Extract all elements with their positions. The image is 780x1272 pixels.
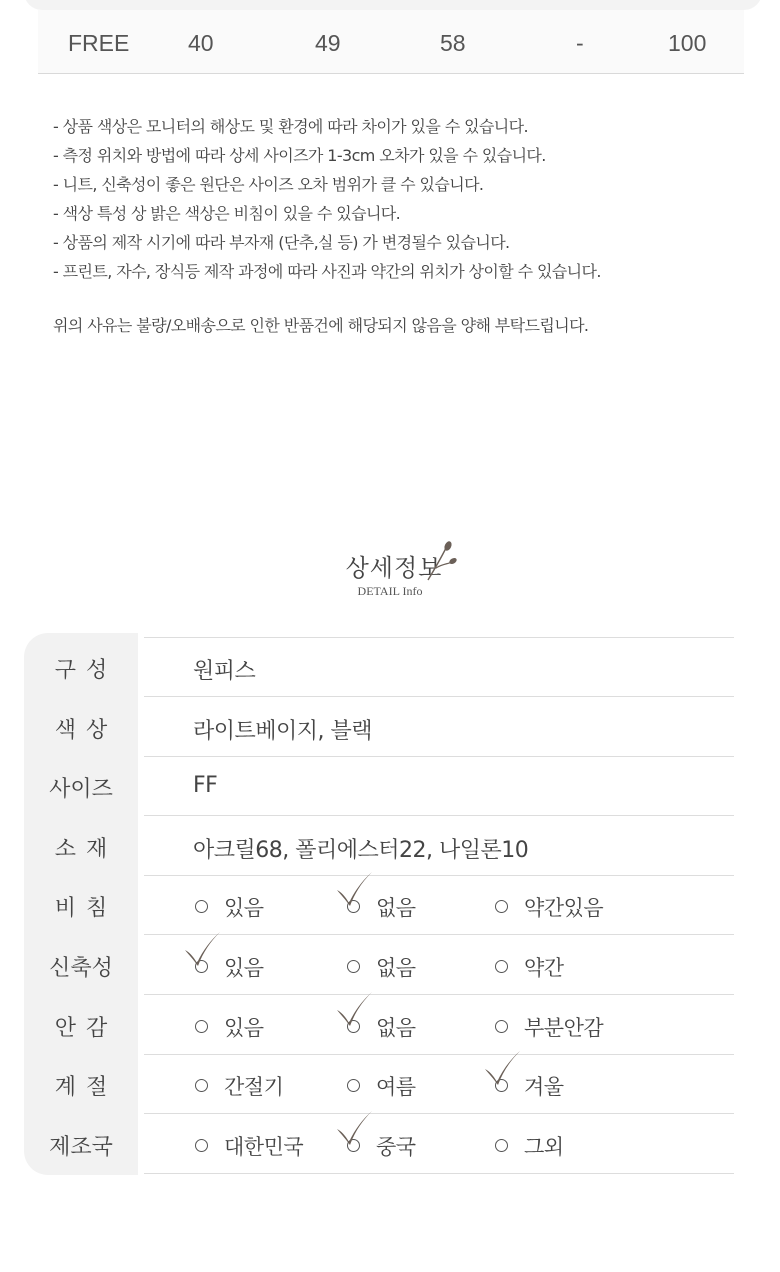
checkmark-icon — [483, 1049, 523, 1087]
checkmark-icon — [335, 870, 375, 908]
info-option-label: 중국 — [376, 1134, 416, 1159]
radio-circle-icon — [195, 1139, 208, 1152]
info-option-label: 있음 — [224, 1015, 264, 1040]
detail-title — [0, 548, 780, 583]
info-option-label: 있음 — [224, 956, 264, 980]
info-row-value: 아크릴68, 폴리에스터22, 나일론10 — [193, 837, 529, 863]
size-cell: 100 — [668, 30, 707, 56]
size-cell: 49 — [315, 30, 341, 56]
notice-item: - 측정 위치와 방법에 따라 상세 사이즈가 1-3cm 오차가 있을 수 있습니다. — [53, 146, 546, 165]
checkmark-icon — [335, 1109, 375, 1147]
info-option-label: 부분안감 — [524, 1015, 604, 1040]
info-option-label: 있음 — [224, 896, 264, 921]
info-row-label: 제조국 — [49, 1134, 113, 1160]
radio-circle-icon — [495, 1020, 508, 1033]
info-row-label: 구성 — [54, 658, 118, 683]
checkmark-icon — [335, 990, 375, 1028]
notice-item: - 니트, 신축성이 좋은 원단은 사이즈 오차 범위가 클 수 있습니다. — [53, 175, 484, 194]
info-option-label: 약간있음 — [524, 896, 604, 921]
notice-list — [53, 112, 733, 286]
size-cell: 40 — [188, 30, 214, 56]
size-cell: - — [576, 30, 584, 56]
info-row-label: 계절 — [54, 1075, 118, 1101]
info-option-label: 없음 — [376, 896, 416, 921]
radio-circle-icon — [495, 960, 508, 973]
info-row-label: 색상 — [54, 717, 118, 743]
detail-title-text: 상세정보 — [345, 554, 443, 582]
info-row-value: 원피스 — [193, 659, 256, 684]
notice-item: - 상품의 제작 시기에 따라 부자재 (단추,실 등) 가 변경될수 있습니다. — [53, 233, 510, 252]
info-option-label: 대한민국 — [224, 1134, 304, 1159]
notice-item: - 프린트, 자수, 장식등 제작 과정에 따라 사진과 약간의 위치가 상이할 수 있습니다. — [53, 262, 601, 281]
info-row-value: FF — [193, 773, 218, 799]
info-row-label: 비침 — [54, 896, 118, 922]
radio-circle-icon — [495, 1139, 508, 1152]
info-row — [144, 757, 734, 816]
info-row-label: 소재 — [54, 836, 118, 862]
notice-footer: 위의 사유는 불량/오배송으로 인한 반품건에 해당되지 않음을 양해 부탁드립니다. — [53, 316, 589, 335]
size-table-top-edge — [24, 0, 762, 10]
radio-circle-icon — [347, 960, 360, 973]
checkmark-icon — [183, 930, 223, 968]
info-option-label: 겨울 — [524, 1075, 564, 1100]
info-row-label: 안감 — [54, 1015, 118, 1041]
notice-item: - 상품 색상은 모니터의 해상도 및 환경에 따라 차이가 있을 수 있습니다. — [53, 117, 528, 136]
size-cell: 58 — [440, 30, 466, 56]
info-row-label: 신축성 — [49, 956, 113, 981]
leaf-sprig-icon — [424, 540, 458, 584]
notice-item: - 색상 특성 상 밝은 색상은 비침이 있을 수 있습니다. — [53, 204, 401, 223]
info-option-label: 없음 — [376, 956, 416, 980]
info-option-label: 여름 — [376, 1075, 416, 1100]
size-cell-name: FREE — [68, 30, 130, 56]
info-row-label: 사이즈 — [49, 777, 113, 803]
info-option-label: 없음 — [376, 1015, 416, 1040]
info-option-label: 그외 — [524, 1134, 564, 1159]
info-option-label: 간절기 — [224, 1075, 284, 1100]
detail-subtitle: DETAIL Info — [357, 584, 423, 598]
info-row-value: 라이트베이지, 블랙 — [193, 718, 373, 744]
info-option-label: 약간 — [524, 956, 564, 980]
radio-circle-icon — [195, 1020, 208, 1033]
size-table-row — [38, 10, 744, 74]
size-table — [24, 0, 762, 76]
